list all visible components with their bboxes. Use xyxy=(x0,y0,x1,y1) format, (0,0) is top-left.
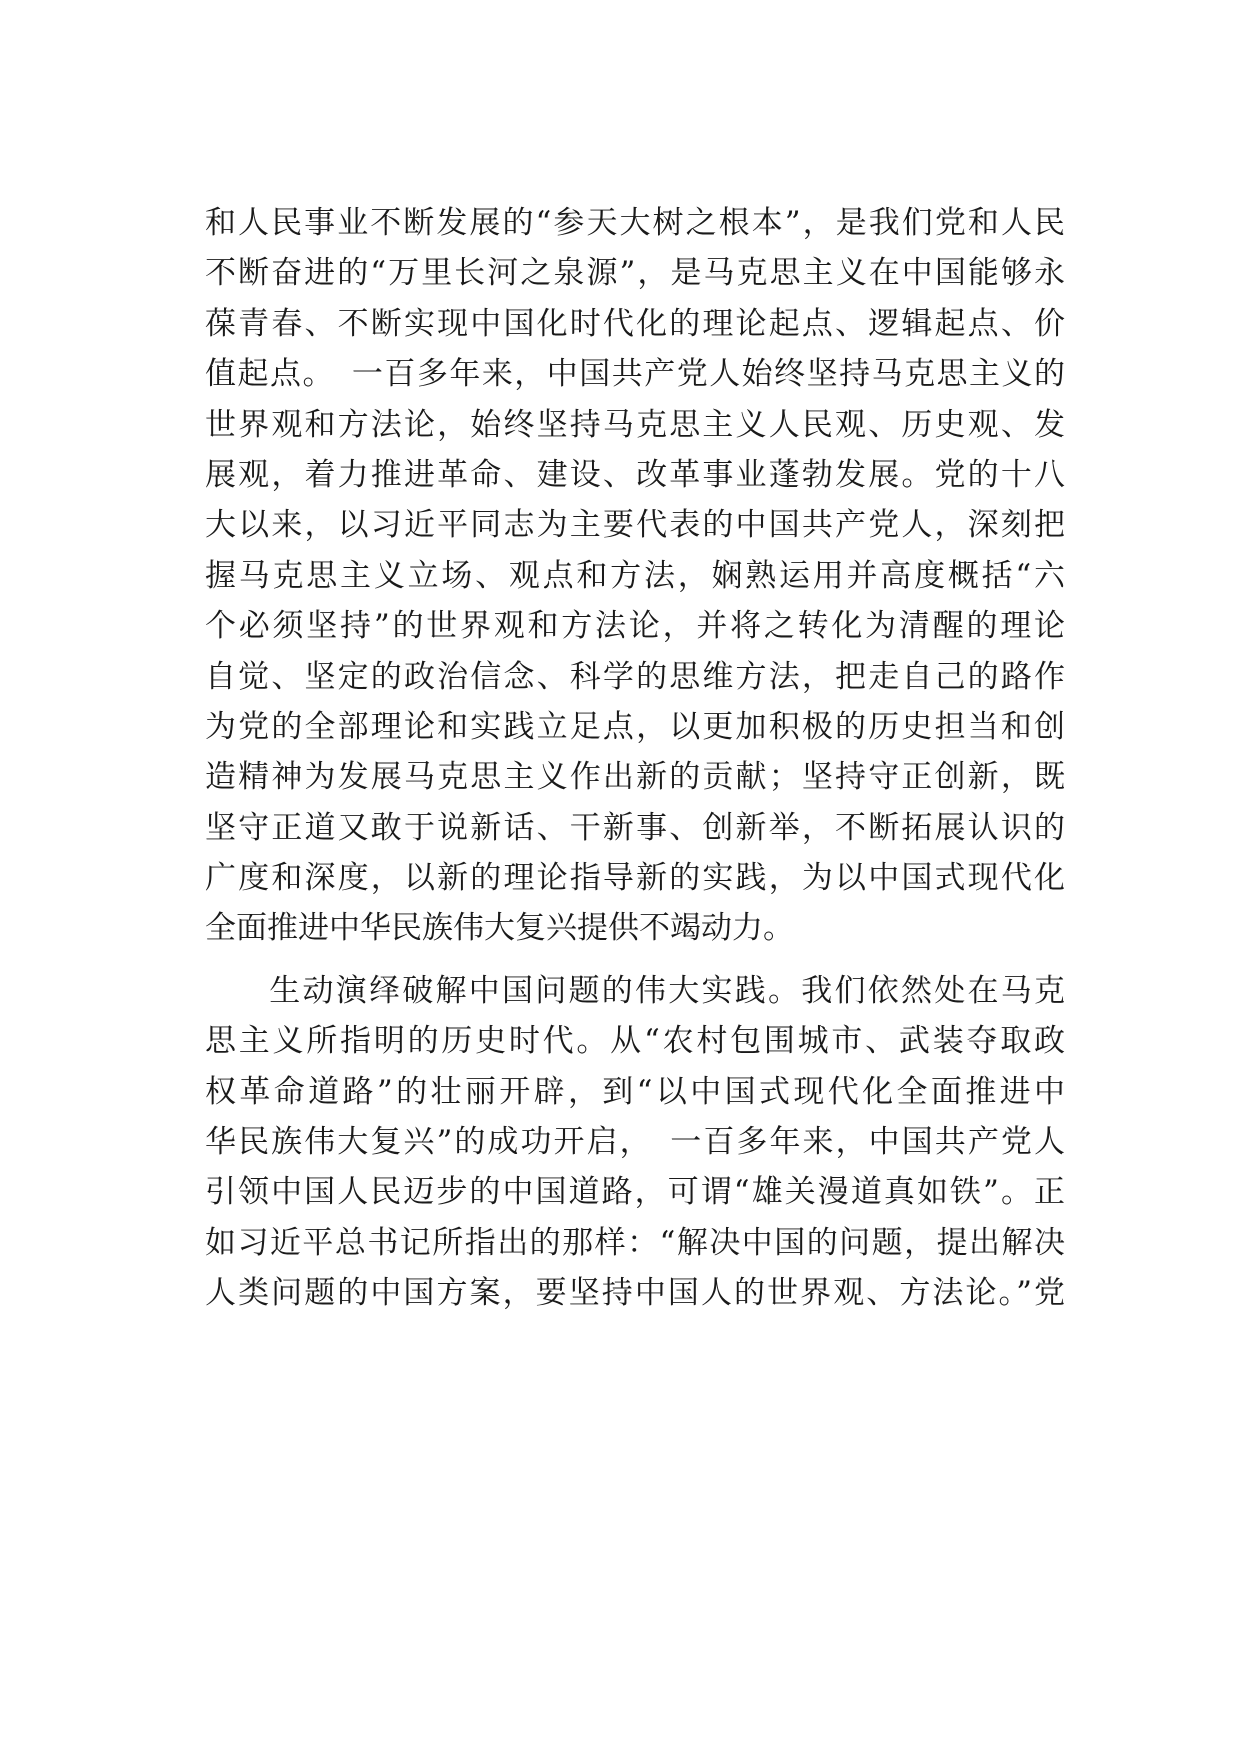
text-line: 人类问题的中国方案，要坚持中国人的世界观、方法论。”党 xyxy=(205,1275,1065,1312)
text-line: 和人民事业不断发展的“参天大树之根本”，是我们党和人民 xyxy=(205,205,1065,241)
body-text xyxy=(205,198,1065,1319)
text-line-content: 生动演绎破解中国问题的伟大实践。我们依然处在马克 xyxy=(267,972,1065,1009)
text-line: 广度和深度，以新的理论指导新的实践，为以中国式现代化 xyxy=(205,860,1065,897)
text-line: 大以来，以习近平同志为主要代表的中国共产党人，深刻把 xyxy=(205,507,1065,544)
paragraph-2 xyxy=(205,966,1065,1319)
text-line: 权革命道路”的壮丽开辟，到“以中国式现代化全面推进中 xyxy=(205,1073,1065,1110)
text-line: 不断奋进的“万里长河之泉源”，是马克思主义在中国能够永 xyxy=(205,255,1065,292)
paragraph-1 xyxy=(205,198,1065,954)
paragraph-gap xyxy=(205,954,1065,966)
text-line: 为党的全部理论和实践立足点，以更加积极的历史担当和创 xyxy=(205,708,1065,745)
text-line: 展观，着力推进革命、建设、改革事业蓬勃发展。党的十八 xyxy=(205,456,1065,493)
text-line: 世界观和方法论，始终坚持马克思主义人民观、历史观、发 xyxy=(205,406,1065,443)
text-line: 全面推进中华民族伟大复兴提供不竭动力。 xyxy=(205,910,794,947)
text-line: 握马克思主义立场、观点和方法，娴熟运用并高度概括“六 xyxy=(205,557,1065,594)
text-line-indented xyxy=(205,966,1065,1016)
text-line: 个必须坚持”的世界观和方法论，并将之转化为清醒的理论 xyxy=(205,608,1065,645)
text-line: 值起点。 一百多年来，中国共产党人始终坚持马克思主义的 xyxy=(205,356,1065,393)
text-line: 自觉、坚定的政治信念、科学的思维方法，把走自己的路作 xyxy=(205,658,1065,695)
text-line: 坚守正道又敢于说新话、干新事、创新举，不断拓展认识的 xyxy=(205,809,1065,846)
text-line: 华民族伟大复兴”的成功开启， 一百多年来，中国共产党人 xyxy=(205,1124,1065,1161)
text-line: 造精神为发展马克思主义作出新的贡献；坚持守正创新，既 xyxy=(205,759,1065,796)
text-line: 如习近平总书记所指出的那样：“解决中国的问题，提出解决 xyxy=(205,1224,1065,1261)
text-line: 葆青春、不断实现中国化时代化的理论起点、逻辑起点、价 xyxy=(205,305,1065,342)
text-line: 思主义所指明的历史时代。从“农村包围城市、武装夺取政 xyxy=(205,1023,1065,1060)
text-line: 引领中国人民迈步的中国道路，可谓“雄关漫道真如铁”。正 xyxy=(205,1174,1065,1211)
